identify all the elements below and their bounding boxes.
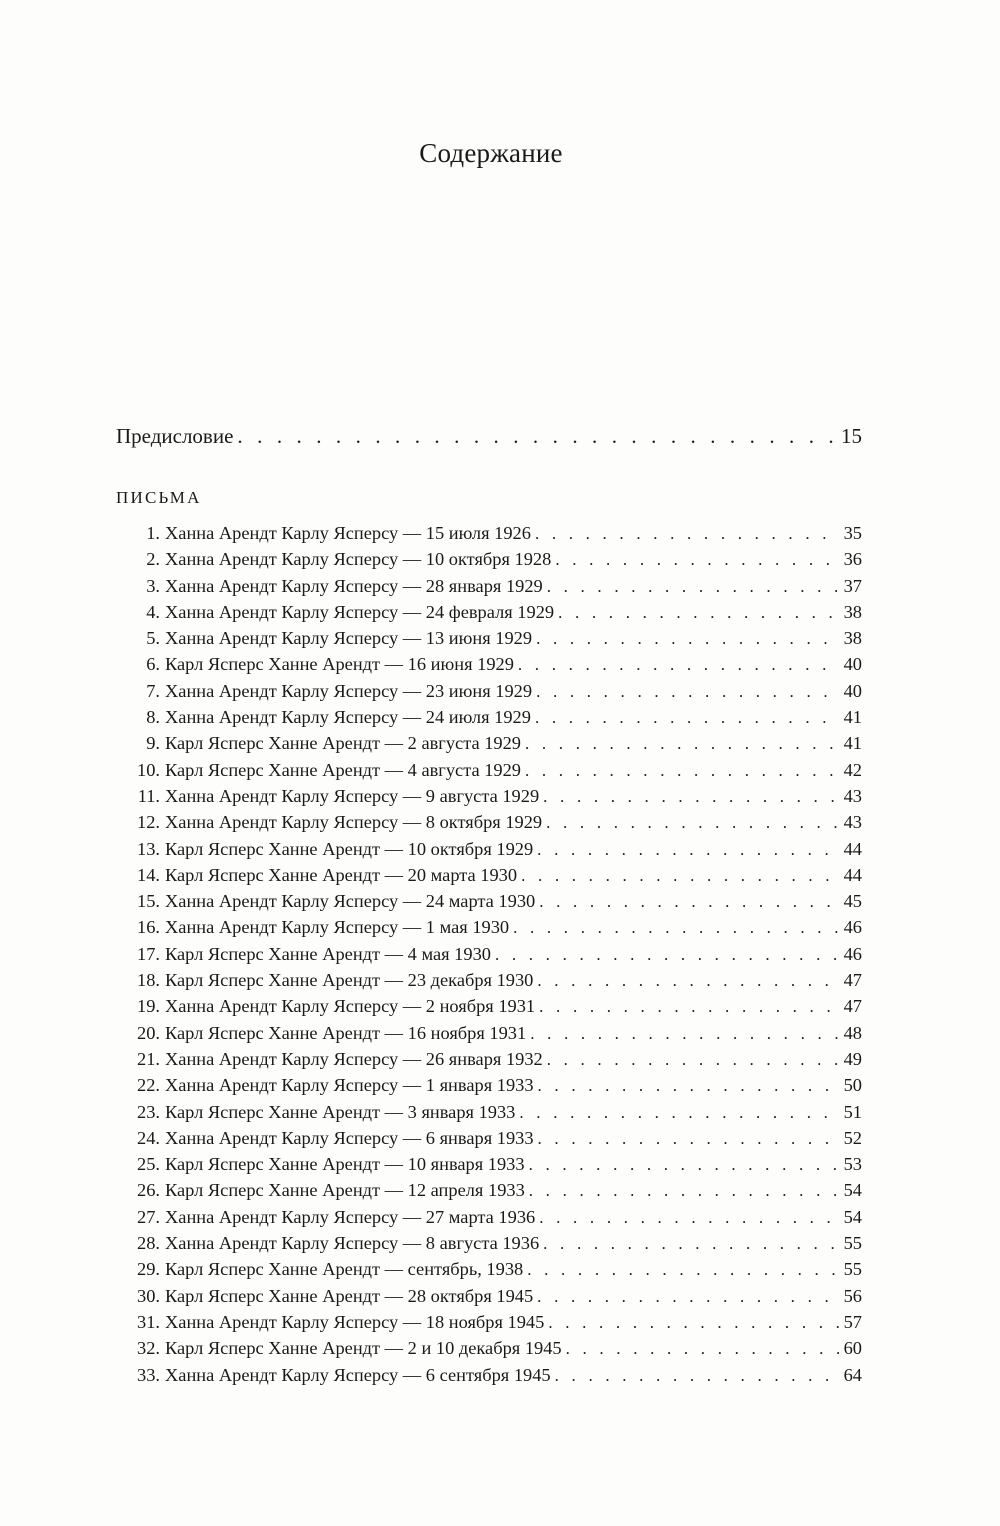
toc-page-number: 38 (843, 628, 862, 649)
toc-entry-label: Карл Ясперс Ханне Арендт — сентябрь, 1938 (165, 1259, 524, 1280)
toc-entry-label: Ханна Арендт Карлу Ясперсу — 26 января 1932 (165, 1048, 543, 1069)
toc-page-number: 38 (843, 601, 862, 622)
toc-page-number: 54 (843, 1206, 862, 1227)
dot-leader (547, 1047, 840, 1073)
toc-entry (116, 1283, 862, 1309)
toc-entry (116, 941, 862, 967)
toc-entry-number: 31. (137, 1311, 160, 1332)
toc-entry-number: 16. (137, 917, 160, 938)
toc-entry-label: Ханна Арендт Карлу Ясперсу — 8 августа 1936 (165, 1233, 540, 1254)
toc-entry-number: 28. (137, 1233, 160, 1254)
dot-leader (535, 705, 840, 731)
toc-page-number: 36 (843, 549, 862, 570)
toc-entry-label: Карл Ясперс Ханне Арендт — 16 ноября 1931 (165, 1022, 527, 1043)
toc-entry-number: 24. (137, 1127, 160, 1148)
toc-entry (116, 1362, 862, 1388)
toc-entry-label: Карл Ясперс Ханне Арендт — 23 декабря 1930 (165, 970, 534, 991)
toc-entry-number: 26. (137, 1180, 160, 1201)
dot-leader (529, 1152, 840, 1178)
dot-leader (543, 1231, 839, 1257)
toc-entry-number: 3. (146, 575, 160, 596)
dot-leader (537, 1284, 839, 1310)
toc-page-number: 15 (841, 424, 862, 448)
dot-leader (529, 1178, 840, 1204)
toc-entry-label: Ханна Арендт Карлу Ясперсу — 1 мая 1930 (165, 917, 510, 938)
toc-page-number: 44 (843, 838, 862, 859)
toc-entry (116, 651, 862, 677)
toc-entry-label: Карл Ясперс Ханне Арендт — 12 апреля 1933 (165, 1180, 525, 1201)
dot-leader (527, 1257, 839, 1283)
toc-entry (116, 704, 862, 730)
toc-entry-number: 30. (137, 1285, 160, 1306)
toc-entry-label: Ханна Арендт Карлу Ясперсу — 18 ноября 1945 (165, 1311, 545, 1332)
dot-leader (495, 942, 840, 968)
toc-page-number: 46 (843, 917, 862, 938)
dot-leader (539, 1205, 839, 1231)
toc-page-number: 52 (843, 1127, 862, 1148)
toc-entry-label: Ханна Арендт Карлу Ясперсу — 8 октября 1929 (165, 812, 543, 833)
toc-page-number: 49 (843, 1048, 862, 1069)
toc-entry (116, 599, 862, 625)
toc-entry (116, 520, 862, 546)
toc-entry (116, 1335, 862, 1361)
dot-leader (548, 1310, 839, 1336)
toc-entry-list (116, 520, 862, 1388)
toc-entry-label: Карл Ясперс Ханне Арендт — 2 августа 1929 (165, 733, 521, 754)
dot-leader (237, 424, 837, 449)
toc-entry-label: Карл Ясперс Ханне Арендт — 28 октября 1945 (165, 1285, 534, 1306)
toc-page-number: 40 (843, 654, 862, 675)
toc-page-number: 41 (843, 733, 862, 754)
toc-entry-label: Карл Ясперс Ханне Арендт — 3 января 1933 (165, 1101, 516, 1122)
page-title: Содержание (419, 138, 563, 168)
toc-entry-label: Ханна Арендт Карлу Ясперсу — 27 марта 1936 (165, 1206, 536, 1227)
toc-entry-label: Карл Ясперс Ханне Арендт — 10 октября 1929 (165, 838, 534, 859)
dot-leader (555, 547, 839, 573)
toc-page-number: 50 (843, 1075, 862, 1096)
toc-entry (116, 888, 862, 914)
toc-entry-number: 20. (137, 1022, 160, 1043)
dot-leader (518, 652, 840, 678)
dot-leader (543, 784, 839, 810)
dot-leader (535, 521, 840, 547)
toc-entry-label: Ханна Арендт Карлу Ясперсу — 2 ноября 1931 (165, 996, 536, 1017)
dot-leader (555, 1363, 840, 1389)
dot-leader (536, 679, 840, 705)
toc-entry-label: Карл Ясперс Ханне Арендт — 10 января 1933 (165, 1154, 525, 1175)
toc-entry-number: 6. (146, 654, 160, 675)
toc-entry (116, 1177, 862, 1203)
toc-entry-number: 19. (137, 996, 160, 1017)
toc-page-number: 56 (843, 1285, 862, 1306)
toc-entry-number: 8. (146, 707, 160, 728)
toc-entry (116, 967, 862, 993)
toc-entry (116, 1230, 862, 1256)
toc-page-number: 45 (843, 891, 862, 912)
dot-leader (513, 915, 840, 941)
dot-leader (537, 968, 839, 994)
toc-entry (116, 1204, 862, 1230)
toc-entry (116, 625, 862, 651)
dot-leader (538, 1126, 840, 1152)
section-heading: ПИСЬМА (116, 488, 202, 507)
dot-leader (536, 626, 840, 652)
toc-entry-label: Ханна Арендт Карлу Ясперсу — 13 июня 1929 (165, 628, 533, 649)
toc-entry-number: 1. (146, 523, 160, 543)
toc-entry-number: 25. (137, 1154, 160, 1175)
toc-entry (116, 1309, 862, 1335)
toc-entry-number: 21. (137, 1048, 160, 1069)
toc-entry-number: 27. (137, 1206, 160, 1227)
toc-entry (116, 1099, 862, 1125)
toc-page-number: 53 (843, 1154, 862, 1175)
toc-page-number: 51 (843, 1101, 862, 1122)
toc-entry-number: 23. (137, 1101, 160, 1122)
toc-page-number: 35 (843, 523, 862, 543)
toc-page-number: 55 (843, 1259, 862, 1280)
toc-entry-label: Ханна Арендт Карлу Ясперсу — 9 августа 1929 (165, 785, 540, 806)
dot-leader (546, 810, 839, 836)
toc-entry-number: 22. (137, 1075, 160, 1096)
toc-entry-label: Карл Ясперс Ханне Арендт — 2 и 10 декабря 1945 (165, 1338, 562, 1359)
toc-entry-number: 33. (137, 1364, 160, 1385)
dot-leader (547, 574, 840, 600)
toc-entry-number: 29. (137, 1259, 160, 1280)
toc-entry (116, 1151, 862, 1177)
dot-leader (519, 1100, 839, 1126)
toc-entry-number: 12. (137, 812, 160, 833)
toc-entry (116, 914, 862, 940)
toc-entry-label: Карл Ясперс Ханне Арендт — 4 августа 1929 (165, 759, 521, 780)
toc-entry-label: Ханна Арендт Карлу Ясперсу — 6 января 1933 (165, 1127, 534, 1148)
toc-page-number: 43 (843, 812, 862, 833)
toc-entry-number: 9. (146, 733, 160, 754)
toc-page-number: 37 (843, 575, 862, 596)
toc-entry (116, 836, 862, 862)
toc-entry (116, 862, 862, 888)
toc-page-number: 47 (843, 996, 862, 1017)
toc-entry-number: 17. (137, 943, 160, 964)
toc-entry-label: Карл Ясперс Ханне Арендт — 20 марта 1930 (165, 864, 518, 885)
toc-entry-label: Ханна Арендт Карлу Ясперсу — 6 сентября 1945 (165, 1364, 551, 1385)
toc-entry (116, 1256, 862, 1282)
toc-page-number: 43 (843, 785, 862, 806)
toc-entry-label: Ханна Арендт Карлу Ясперсу — 1 января 1933 (165, 1075, 534, 1096)
toc-entry-number: 18. (137, 970, 160, 991)
toc-entry (116, 1072, 862, 1098)
toc-entry-preface (116, 424, 862, 460)
toc-entry (116, 1046, 862, 1072)
toc-page-number: 64 (843, 1364, 862, 1385)
toc-page-number: 47 (843, 970, 862, 991)
toc-page-number: 57 (843, 1311, 862, 1332)
toc-entry-label: Ханна Арендт Карлу Ясперсу — 15 июля 1926 (165, 523, 531, 543)
toc-page-number: 46 (843, 943, 862, 964)
toc-entry-number: 32. (137, 1338, 160, 1359)
dot-leader (521, 863, 840, 889)
toc-entry (116, 783, 862, 809)
toc-entry-label: Карл Ясперс Ханне Арендт — 16 июня 1929 (165, 654, 514, 675)
toc-entry-label: Ханна Арендт Карлу Ясперсу — 24 марта 1930 (165, 891, 536, 912)
dot-leader (539, 889, 839, 915)
toc-page-number: 42 (843, 759, 862, 780)
toc-entry (116, 546, 862, 572)
toc-entry-label: Ханна Арендт Карлу Ясперсу — 28 января 1929 (165, 575, 543, 596)
dot-leader (537, 837, 839, 863)
toc-entry-number: 7. (146, 680, 160, 701)
toc-page-number: 55 (843, 1233, 862, 1254)
table-of-contents (116, 424, 862, 1388)
toc-page-number: 44 (843, 864, 862, 885)
toc-page-number: 60 (843, 1338, 862, 1359)
toc-entry (116, 1020, 862, 1046)
toc-entry-number: 15. (137, 891, 160, 912)
toc-entry-label: Карл Ясперс Ханне Арендт — 4 мая 1930 (165, 943, 491, 964)
toc-entry-label: Ханна Арендт Карлу Ясперсу — 23 июня 1929 (165, 680, 533, 701)
toc-page-number: 54 (843, 1180, 862, 1201)
toc-entry-number: 4. (146, 601, 160, 622)
toc-entry-label: Предисловие (116, 424, 234, 448)
toc-entry-label: Ханна Арендт Карлу Ясперсу — 24 июля 1929 (165, 707, 531, 728)
dot-leader (538, 1073, 840, 1099)
toc-entry (116, 573, 862, 599)
toc-entry-number: 14. (137, 864, 160, 885)
toc-entry (116, 809, 862, 835)
toc-page-number: 48 (843, 1022, 862, 1043)
toc-entry-number: 2. (146, 549, 160, 570)
dot-leader (566, 1336, 840, 1362)
toc-entry-label: Ханна Арендт Карлу Ясперсу — 10 октября 1928 (165, 549, 552, 570)
dot-leader (558, 600, 840, 626)
dot-leader (525, 731, 840, 757)
toc-entry (116, 1125, 862, 1151)
toc-entry (116, 678, 862, 704)
toc-entry (116, 757, 862, 783)
toc-entry-number: 11. (137, 785, 160, 806)
toc-page-number: 40 (843, 680, 862, 701)
toc-entry-number: 13. (137, 838, 160, 859)
dot-leader (525, 758, 840, 784)
toc-entry-label: Ханна Арендт Карлу Ясперсу — 24 февраля 1929 (165, 601, 555, 622)
dot-leader (530, 1021, 839, 1047)
toc-page-number: 41 (843, 707, 862, 728)
toc-entry (116, 993, 862, 1019)
toc-entry (116, 730, 862, 756)
toc-entry-number: 10. (137, 759, 160, 780)
toc-entry-number: 5. (146, 628, 160, 649)
dot-leader (539, 994, 839, 1020)
